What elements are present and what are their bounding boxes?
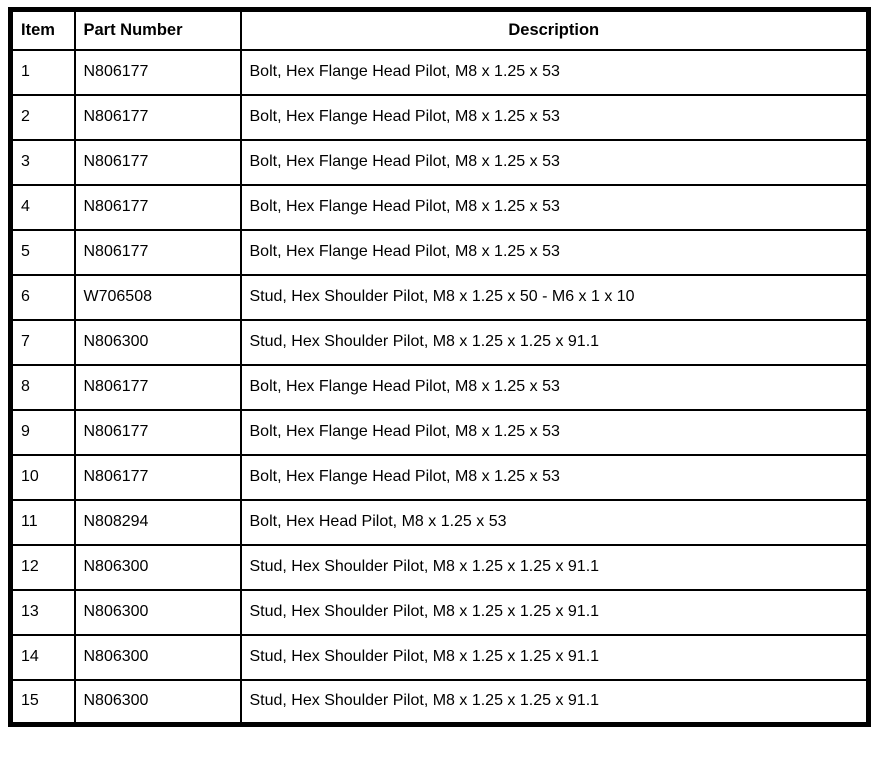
header-item: Item (11, 10, 75, 50)
item-cell: 3 (11, 140, 75, 185)
part-number-cell: N806177 (75, 365, 241, 410)
table-row (11, 500, 869, 545)
description-cell: Stud, Hex Shoulder Pilot, M8 x 1.25 x 1.25 x 91.1 (241, 545, 869, 590)
table-row (11, 680, 869, 725)
description-cell: Bolt, Hex Flange Head Pilot, M8 x 1.25 x 53 (241, 455, 869, 500)
item-cell: 8 (11, 365, 75, 410)
table-row (11, 230, 869, 275)
table-row (11, 635, 869, 680)
header-row (11, 10, 869, 50)
description-cell: Bolt, Hex Flange Head Pilot, M8 x 1.25 x 53 (241, 365, 869, 410)
table-row (11, 275, 869, 320)
header-part-number: Part Number (75, 10, 241, 50)
description-cell: Bolt, Hex Flange Head Pilot, M8 x 1.25 x 53 (241, 185, 869, 230)
part-number-cell: N806177 (75, 230, 241, 275)
table-row (11, 185, 869, 230)
description-cell: Stud, Hex Shoulder Pilot, M8 x 1.25 x 1.25 x 91.1 (241, 680, 869, 725)
description-cell: Stud, Hex Shoulder Pilot, M8 x 1.25 x 50 - M6 x 1 x 10 (241, 275, 869, 320)
table-row (11, 320, 869, 365)
description-cell: Stud, Hex Shoulder Pilot, M8 x 1.25 x 1.25 x 91.1 (241, 320, 869, 365)
part-number-cell: N806177 (75, 140, 241, 185)
item-cell: 9 (11, 410, 75, 455)
parts-table (8, 7, 871, 727)
part-number-cell: N806177 (75, 95, 241, 140)
description-cell: Bolt, Hex Flange Head Pilot, M8 x 1.25 x 53 (241, 140, 869, 185)
description-cell: Stud, Hex Shoulder Pilot, M8 x 1.25 x 1.25 x 91.1 (241, 590, 869, 635)
item-cell: 13 (11, 590, 75, 635)
description-cell: Bolt, Hex Flange Head Pilot, M8 x 1.25 x 53 (241, 50, 869, 95)
description-cell: Bolt, Hex Head Pilot, M8 x 1.25 x 53 (241, 500, 869, 545)
item-cell: 4 (11, 185, 75, 230)
item-cell: 14 (11, 635, 75, 680)
part-number-cell: W706508 (75, 275, 241, 320)
item-cell: 6 (11, 275, 75, 320)
table-row (11, 50, 869, 95)
part-number-cell: N806300 (75, 320, 241, 365)
item-cell: 2 (11, 95, 75, 140)
table-row (11, 140, 869, 185)
description-cell: Bolt, Hex Flange Head Pilot, M8 x 1.25 x 53 (241, 95, 869, 140)
table-row (11, 410, 869, 455)
description-cell: Bolt, Hex Flange Head Pilot, M8 x 1.25 x 53 (241, 410, 869, 455)
item-cell: 10 (11, 455, 75, 500)
part-number-cell: N806177 (75, 455, 241, 500)
part-number-cell: N808294 (75, 500, 241, 545)
item-cell: 1 (11, 50, 75, 95)
parts-table-header (11, 10, 869, 50)
part-number-cell: N806177 (75, 410, 241, 455)
table-row (11, 95, 869, 140)
item-cell: 11 (11, 500, 75, 545)
part-number-cell: N806300 (75, 545, 241, 590)
table-row (11, 590, 869, 635)
item-cell: 7 (11, 320, 75, 365)
item-cell: 15 (11, 680, 75, 725)
description-cell: Bolt, Hex Flange Head Pilot, M8 x 1.25 x 53 (241, 230, 869, 275)
part-number-cell: N806300 (75, 590, 241, 635)
item-cell: 5 (11, 230, 75, 275)
item-cell: 12 (11, 545, 75, 590)
part-number-cell: N806300 (75, 680, 241, 725)
table-row (11, 545, 869, 590)
parts-table-body (11, 50, 869, 725)
description-cell: Stud, Hex Shoulder Pilot, M8 x 1.25 x 1.25 x 91.1 (241, 635, 869, 680)
part-number-cell: N806177 (75, 185, 241, 230)
part-number-cell: N806177 (75, 50, 241, 95)
part-number-cell: N806300 (75, 635, 241, 680)
table-row (11, 455, 869, 500)
table-row (11, 365, 869, 410)
header-description: Description (241, 10, 869, 50)
